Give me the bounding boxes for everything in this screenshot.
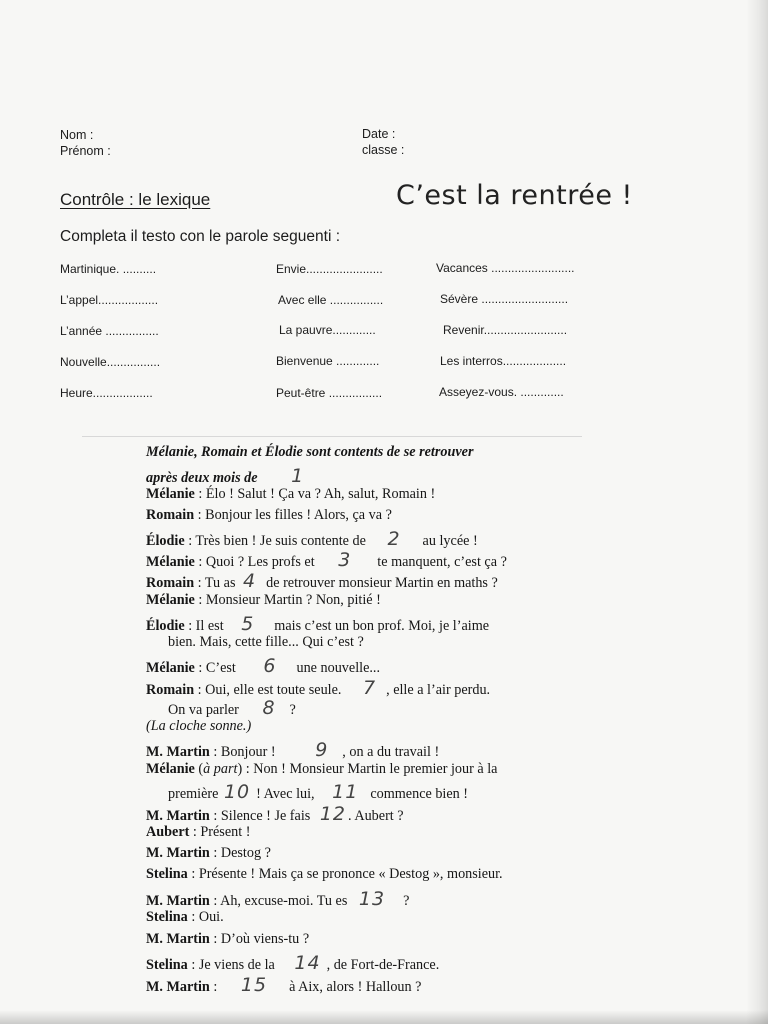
line-text: : D’où viens-tu ? (209, 931, 310, 947)
line-text: , elle a l’air perdu. (386, 682, 491, 698)
handwritten-number: 7 (363, 677, 377, 699)
line-text: : Présente ! Mais ça se prononce « Destog », monsieur. (187, 866, 503, 882)
dialogue-line (146, 507, 392, 524)
date-label: Date : (362, 127, 396, 141)
divider (82, 436, 582, 437)
dialogue-line (146, 931, 309, 948)
speaker: Élodie (146, 618, 185, 634)
speaker: Mélanie (146, 486, 195, 502)
line-text: : C’est (194, 660, 236, 676)
line-text: : Ah, excuse-moi. Tu es (209, 893, 348, 909)
dialogue-line (146, 909, 224, 926)
dialogue-line (146, 465, 304, 487)
dialogue-line (146, 655, 380, 677)
dialogue-line (146, 824, 250, 841)
dialogue-line (146, 528, 478, 550)
handwritten-number: 5 (241, 613, 255, 635)
line-text: mais c’est un bon prof. Moi, je l’aime (274, 618, 490, 634)
handwritten-number: 12 (319, 803, 347, 825)
dialogue-line (146, 952, 439, 974)
line-text: , de Fort-de-France. (326, 957, 440, 973)
vocab-item: Bienvenue ............. (276, 354, 380, 368)
line-text: : Oui, elle est toute seule. (194, 682, 342, 698)
line-text: : Bonjour les filles ! Alors, ça va ? (194, 507, 392, 523)
dialogue-line (146, 677, 490, 699)
dialogue-line (146, 866, 503, 883)
handwritten-number: 6 (263, 655, 277, 677)
line-text: ! Avec lui, (256, 786, 315, 802)
handwritten-number: 10 (223, 781, 251, 803)
vocab-item: Nouvelle................ (60, 355, 161, 369)
dialogue-line (146, 444, 474, 461)
dialogue-line (146, 803, 404, 825)
line-text: : Silence ! Je fais (209, 808, 311, 824)
speaker: Stelina (146, 909, 188, 925)
dialogue-line (146, 974, 421, 996)
line-text: : Destog ? (209, 845, 271, 861)
speaker: Stelina (146, 866, 188, 882)
intro-text: après deux mois de (146, 470, 258, 486)
speaker: Romain (146, 507, 195, 523)
handwritten-number: 9 (315, 739, 329, 761)
line-text: commence bien ! (370, 786, 469, 802)
speaker: Mélanie (146, 554, 195, 570)
speaker: M. Martin (146, 893, 210, 909)
dialogue-line (168, 781, 468, 803)
vocab-item: Martinique. .......... (60, 262, 157, 276)
handwritten-number: 13 (358, 888, 386, 910)
vocab-item: Asseyez-vous. ............. (439, 385, 564, 399)
line-text: ) : Non ! Monsieur Martin le premier jour à la (237, 761, 498, 777)
instruction: Completa il testo con le parole seguenti : (60, 228, 341, 245)
speaker: M. Martin (146, 931, 210, 947)
vocab-item: Peut-être ................ (276, 386, 383, 400)
line-text: ( (194, 761, 204, 777)
handwritten-number: 11 (332, 781, 359, 803)
line-text: te manquent, c’est ça ? (377, 554, 507, 570)
line-text: : Quoi ? Les profs et (194, 554, 315, 570)
vocab-item: La pauvre............. (279, 323, 376, 337)
speaker: Mélanie (146, 592, 195, 608)
speaker: Mélanie (146, 660, 195, 676)
dialogue-line (146, 845, 271, 862)
dialogue-line (168, 634, 364, 651)
handwritten-number: 4 (243, 570, 257, 592)
line-text: On va parler (168, 702, 239, 718)
line-text: : Élo ! Salut ! Ça va ? Ah, salut, Romain ! (194, 486, 436, 502)
dialogue-line (168, 697, 296, 719)
line-text: de retrouver monsieur Martin en maths ? (266, 575, 498, 591)
dialogue-line (146, 718, 251, 735)
speaker: Stelina (146, 957, 188, 973)
dialogue-line (146, 486, 435, 503)
line-text: : Je viens de la (187, 957, 275, 973)
speaker: M. Martin (146, 979, 210, 995)
line-text: . Aubert ? (348, 808, 404, 824)
vocab-item: Heure.................. (60, 386, 153, 400)
line-text: : Tu as (194, 575, 236, 591)
line-text: une nouvelle... (296, 660, 381, 676)
speaker: Aubert (146, 824, 190, 840)
main-title: C’est la rentrée ! (396, 180, 633, 211)
line-text: , on a du travail ! (342, 744, 440, 760)
dialogue-line (146, 549, 507, 571)
line-text: : Oui. (187, 909, 224, 925)
page-edge-shadow (746, 0, 768, 1024)
dialogue-line (146, 613, 489, 635)
line-text: : Très bien ! Je suis contente de (184, 533, 366, 549)
line-text: à Aix, alors ! Halloun ? (289, 979, 422, 995)
page-bottom-shadow (0, 1010, 768, 1024)
handwritten-number: 2 (387, 528, 401, 550)
vocab-item: Sévère .......................... (440, 292, 569, 306)
vocab-item: Vacances ......................... (436, 261, 575, 275)
dialogue-line (146, 570, 498, 592)
dialogue-line (146, 888, 409, 910)
vocab-item: Avec elle ................ (278, 293, 384, 307)
dialogue-line (146, 761, 497, 778)
vocab-item: Les interros................... (440, 354, 567, 368)
handwritten-number: 1 (291, 465, 305, 487)
speaker: Romain (146, 575, 195, 591)
line-text: : (209, 979, 218, 995)
speaker: M. Martin (146, 808, 210, 824)
classe-label: classe : (362, 143, 405, 157)
dialogue-line (146, 592, 381, 609)
test-title: Contrôle : le lexique (60, 190, 211, 209)
handwritten-number: 8 (262, 697, 276, 719)
nom-label: Nom : (60, 128, 94, 142)
line-text: bien. Mais, cette fille... Qui c’est ? (168, 634, 364, 650)
line-text: : Monsieur Martin ? Non, pitié ! (194, 592, 381, 608)
line-text: ? (403, 893, 410, 909)
handwritten-number: 14 (294, 952, 321, 974)
speaker: M. Martin (146, 845, 210, 861)
speaker: Romain (146, 682, 195, 698)
intro-text: Mélanie, Romain et Élodie sont contents de se retrouver (146, 444, 474, 460)
speaker: Élodie (146, 533, 185, 549)
line-text: au lycée ! (422, 533, 478, 549)
vocab-item: Revenir......................... (443, 323, 568, 337)
line-text: : Bonjour ! (209, 744, 276, 760)
speaker: Mélanie (146, 761, 195, 777)
line-text: ? (289, 702, 296, 718)
vocab-item: L’appel.................. (60, 293, 159, 307)
vocab-item: Envie....................... (276, 262, 383, 276)
aside-text: à part (203, 761, 238, 777)
stage-direction: (La cloche sonne.) (146, 718, 252, 734)
prenom-label: Prénom : (60, 144, 111, 158)
line-text: : Présent ! (189, 824, 251, 840)
handwritten-number: 15 (240, 974, 268, 996)
handwritten-number: 3 (338, 549, 352, 571)
line-text: première (168, 786, 219, 802)
speaker: M. Martin (146, 744, 210, 760)
dialogue-line (146, 739, 439, 761)
vocab-item: L’année ................ (60, 324, 159, 338)
line-text: : Il est (184, 618, 224, 634)
